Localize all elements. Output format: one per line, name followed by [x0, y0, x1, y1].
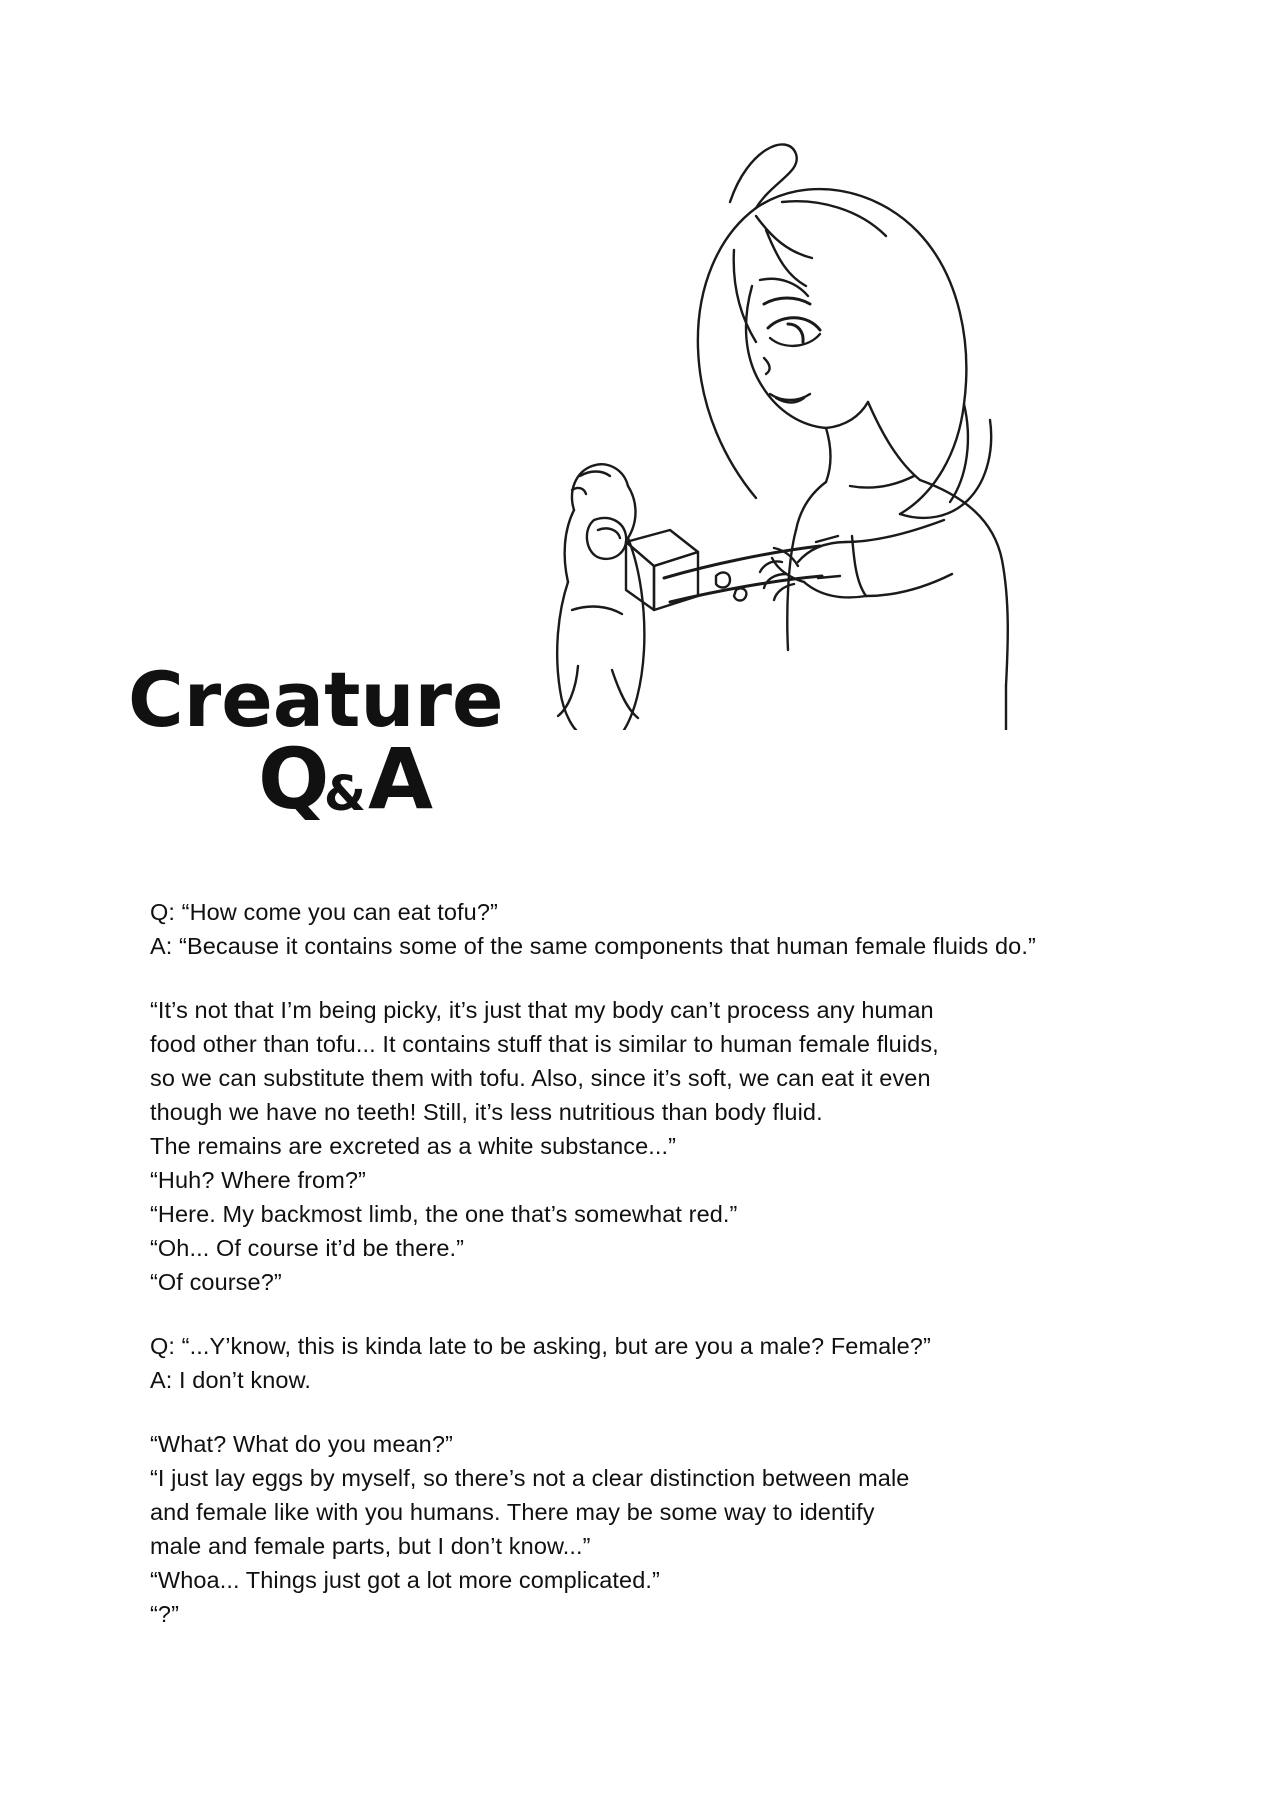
ahoge-hair-strand	[730, 144, 797, 208]
chopstick-upper-end	[816, 536, 838, 542]
text-line: male and female parts, but I don’t know...”	[150, 1533, 591, 1559]
neck-line	[826, 428, 831, 482]
creature-body-fold	[572, 607, 622, 614]
girl-feeding-creature-illustration	[520, 90, 1140, 730]
text-line: so we can substitute them with tofu. Also, since it’s soft, we can eat it even	[150, 1065, 931, 1091]
dialogue-block-1	[150, 993, 1150, 1299]
bangs-strand-1	[756, 216, 812, 258]
face-jaw-outline	[746, 286, 826, 428]
upper-arm-top	[846, 520, 944, 542]
neck-right-line	[868, 402, 920, 480]
text-line: Q: “How come you can eat tofu?”	[150, 899, 498, 925]
eye-pupil	[788, 324, 803, 342]
eyebrow	[764, 298, 810, 304]
page-title	[128, 650, 648, 820]
text-line: Q: “...Y’know, this is kinda late to be asking, but are you a male? Female?”	[150, 1333, 931, 1359]
upper-arm-bottom	[866, 574, 952, 596]
crumb-1	[716, 573, 730, 588]
hair-top-outline	[756, 189, 966, 514]
body-text	[150, 895, 1150, 1631]
text-line: “Here. My backmost limb, the one that’s somewhat red.”	[150, 1201, 738, 1227]
chin-outline	[826, 402, 868, 428]
finger-3	[774, 584, 794, 600]
sleeve-cuff-line	[852, 536, 866, 596]
text-line: and female like with you humans. There may be some way to identify	[150, 1499, 875, 1525]
text-line: “?”	[150, 1601, 180, 1627]
text-line: “Huh? Where from?”	[150, 1167, 366, 1193]
eye-lower-lid	[770, 334, 820, 346]
collar-line	[850, 476, 914, 488]
creature-head-right	[628, 486, 636, 538]
dialogue-block-2	[150, 1427, 1150, 1631]
forearm-top	[798, 542, 846, 562]
crumb-2	[734, 588, 746, 600]
text-line: “I just lay eggs by myself, so there’s not a clear distinction between male	[150, 1465, 910, 1491]
title-line1: Creature	[128, 655, 504, 744]
qa-block-2	[150, 1329, 1150, 1397]
forearm-bottom	[804, 582, 866, 597]
tofu-cube-top	[626, 530, 698, 566]
hair-inner-right	[950, 404, 968, 502]
text-line: A: I don’t know.	[150, 1367, 311, 1393]
text-line: “Oh... Of course it’d be there.”	[150, 1235, 465, 1261]
creature-head-crease	[580, 472, 610, 477]
title-ampersand: &	[324, 766, 366, 820]
text-line: “What? What do you mean?”	[150, 1431, 453, 1457]
collar-left	[796, 482, 826, 530]
text-line: “It’s not that I’m being picky, it’s just that my body can’t process any human	[150, 997, 934, 1023]
text-line: “Of course?”	[150, 1269, 282, 1295]
text-line: though we have no teeth! Still, it’s less nutritious than body fluid.	[150, 1099, 823, 1125]
title-a-letter: A	[368, 730, 434, 820]
nose	[764, 358, 770, 374]
text-line: A: “Because it contains some of the same components that human female fluids do.”	[150, 933, 1036, 959]
text-line: food other than tofu... It contains stuff that is similar to human female fluids,	[150, 1031, 939, 1057]
title-q-letter: Q	[258, 730, 330, 820]
text-line: “Whoa... Things just got a lot more complicated.”	[150, 1567, 660, 1593]
hair-left-outline	[698, 208, 756, 498]
creature-head-left	[565, 510, 574, 582]
title-lettering	[128, 650, 648, 820]
illustration-lineart	[520, 90, 1140, 730]
creature-eye	[572, 488, 586, 494]
qa-block-1	[150, 895, 1150, 963]
hair-part-line	[782, 201, 886, 236]
creature-mouth-inner	[598, 528, 620, 538]
text-line: The remains are excreted as a white substance...”	[150, 1133, 677, 1159]
